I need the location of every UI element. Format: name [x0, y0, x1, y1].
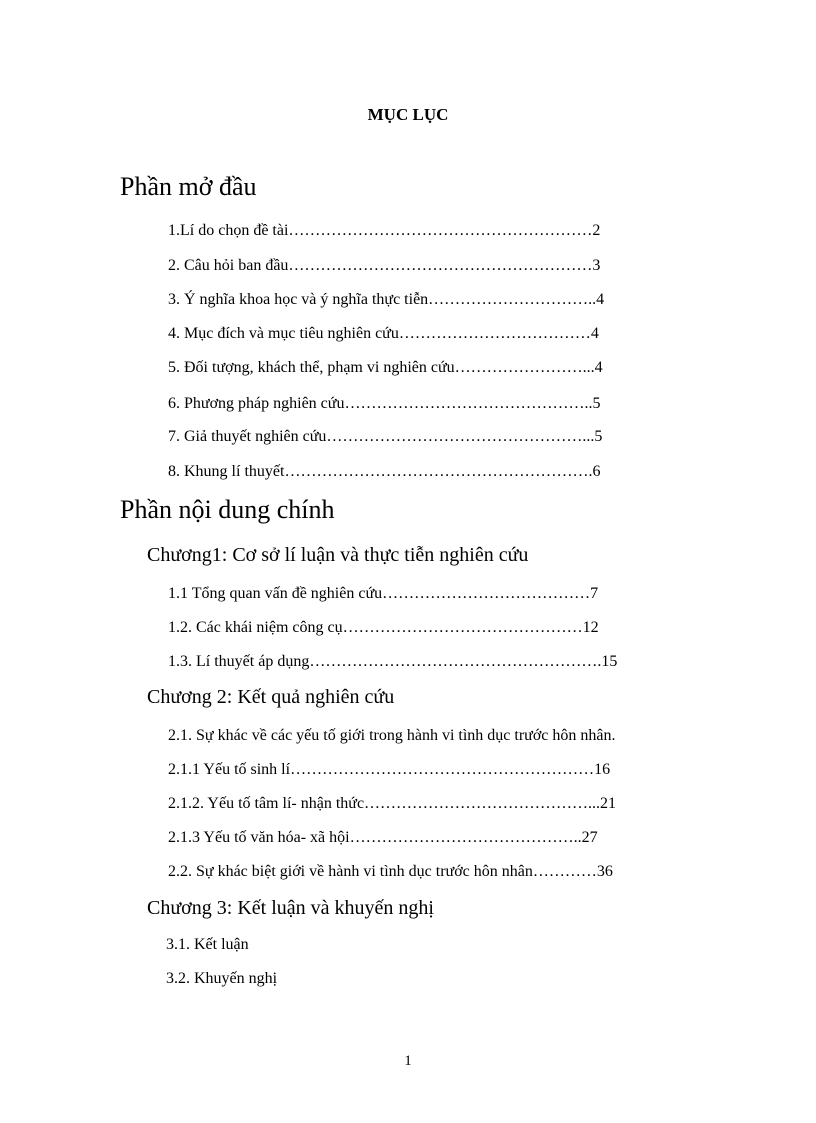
toc-entry: 2.1.1 Yếu tố sinh lí…………………………………………………16 [168, 761, 611, 778]
toc-entry: 3.2. Khuyến nghị [166, 970, 278, 987]
toc-entry: 2.1.3 Yếu tố văn hóa- xã hội……………………………………..27 [168, 829, 598, 846]
chapter-2-title: Chương 2: Kết quả nghiên cứu [147, 686, 395, 708]
toc-entry: 2. Câu hỏi ban đầu…………………………………………………3 [168, 257, 601, 274]
toc-entry: 2.1. Sự khác về các yếu tố giới trong hành vi tình dục trước hôn nhân. [168, 727, 616, 744]
part-heading-intro: Phần mở đầu [120, 172, 257, 201]
toc-entry: 1.Lí do chọn đề tài…………………………………………………2 [168, 222, 601, 239]
chapter-1-title: Chương1: Cơ sở lí luận và thực tiễn nghiên cứu [147, 544, 529, 566]
page-number: 1 [404, 1053, 412, 1069]
toc-entry: 3. Ý nghĩa khoa học và ý nghĩa thực tiễn…………………………..4 [168, 291, 605, 308]
part-heading-main: Phần nội dung chính [120, 495, 335, 524]
toc-entry: 8. Khung lí thuyết………………………………………………….6 [168, 463, 601, 480]
toc-entry: 1.3. Lí thuyết áp dụng……………………………………………….15 [168, 653, 618, 670]
toc-entry: 1.2. Các khái niệm công cụ………………………………………12 [168, 619, 599, 636]
toc-entry: 1.1 Tổng quan vấn đề nghiên cứu…………………………………7 [168, 585, 599, 602]
toc-entry: 6. Phương pháp nghiên cứu………………………………………..5 [168, 395, 601, 412]
toc-title: MỤC LỤC [367, 105, 449, 124]
chapter-3-title: Chương 3: Kết luận và khuyến nghị [147, 897, 434, 919]
toc-entry: 4. Mục đích và mục tiêu nghiên cứu………………………………4 [168, 325, 599, 342]
toc-entry: 7. Giả thuyết nghiên cứu…………………………………………...5 [168, 428, 603, 445]
toc-entry: 5. Đối tượng, khách thể, phạm vi nghiên cứu……………………...4 [168, 359, 603, 376]
toc-entry: 2.2. Sự khác biệt giới về hành vi tình dục trước hôn nhân…………36 [168, 863, 613, 880]
toc-entry: 3.1. Kết luận [166, 936, 249, 953]
toc-entry: 2.1.2. Yếu tố tâm lí- nhận thức……………………………………...21 [168, 795, 617, 812]
